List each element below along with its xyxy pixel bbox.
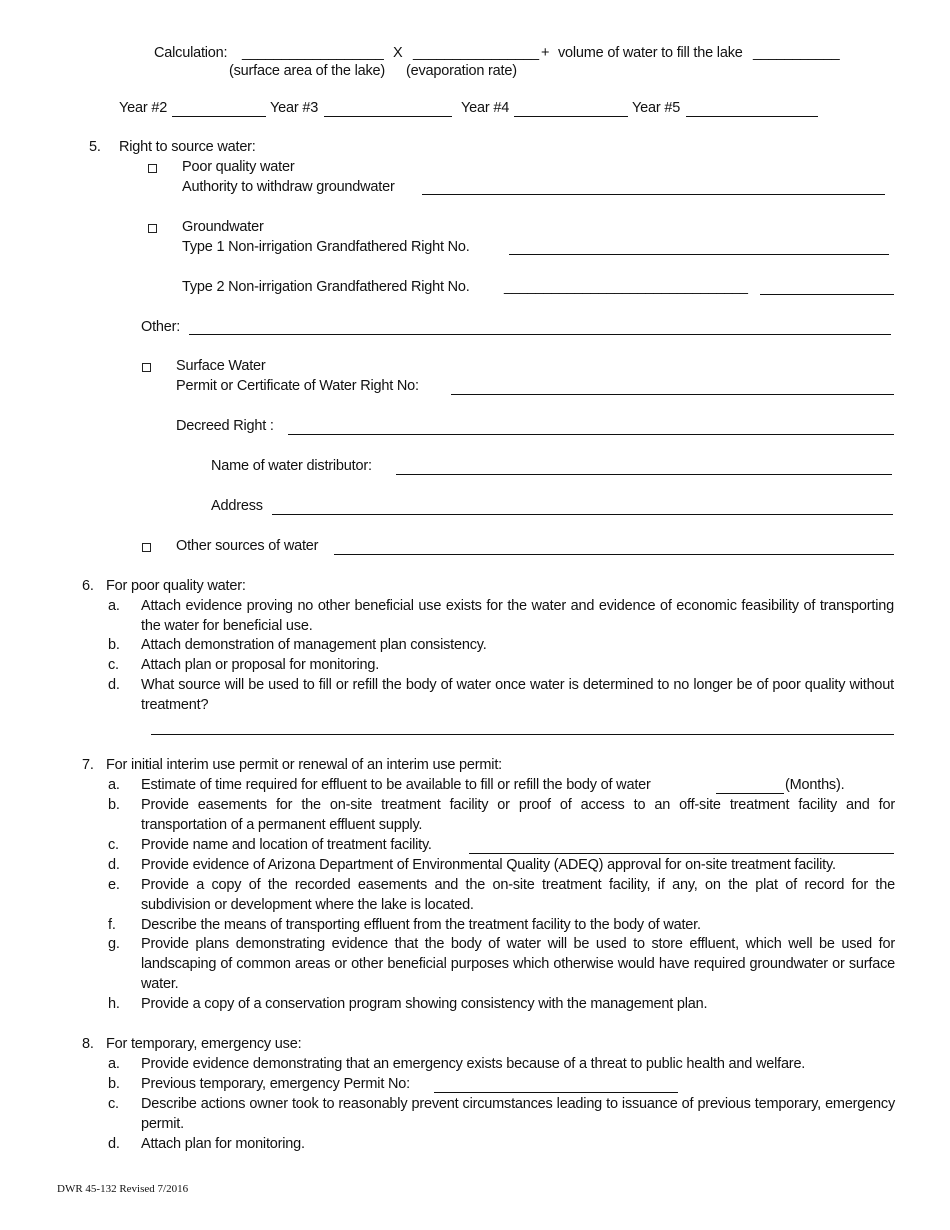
calculation-label: Calculation:	[154, 45, 228, 61]
s7-item-h-text: Provide a copy of a conservation program showing consistency with the management plan.	[141, 996, 708, 1012]
other-sources-label: Other sources of water	[176, 538, 319, 554]
s7-item-b-letter: b.	[108, 797, 120, 813]
volume-label: volume of water to fill the lake	[558, 45, 743, 61]
s7-item-g-text: Provide plans demonstrating evidence that the body of water will be used to store effluent, which well be used for landscaping of common areas or other beneficial purposes which otherwise would have required groundwater or surface water.	[141, 936, 895, 992]
section-7-number: 7.	[82, 757, 94, 773]
s7-item-e-letter: e.	[108, 877, 120, 893]
other-sources-field[interactable]	[334, 554, 894, 555]
section-7-title: For initial interim use permit or renewal of an interim use permit:	[106, 757, 502, 773]
s6-item-d-letter: d.	[108, 677, 120, 693]
calculation-blank-volume[interactable]: ___________	[753, 45, 840, 61]
plus-sign: +	[541, 45, 550, 61]
s7-item-b-text: Provide easements for the on-site treatment facility or proof of access to an off-site treatment facility and for transportation of a permanent effluent supply.	[141, 797, 895, 833]
poor-quality-water-checkbox[interactable]	[148, 164, 157, 173]
s6-item-b-letter: b.	[108, 637, 120, 653]
s7-item-e-text: Provide a copy of the recorded easements and the on-site treatment facility, if any, on the plat of record for the subdivision or development where the lake is located.	[141, 877, 895, 913]
groundwater-label: Groundwater	[182, 219, 264, 235]
s6-source-answer-field[interactable]	[151, 734, 894, 735]
s8-item-d-text: Attach plan for monitoring.	[141, 1136, 305, 1152]
s6-item-c-text: Attach plan or proposal for monitoring.	[141, 657, 380, 673]
surface-water-label: Surface Water	[176, 358, 266, 374]
surface-area-caption: (surface area of the lake)	[229, 63, 385, 79]
s8-item-a-text: Provide evidence demonstrating that an emergency exists because of a threat to public health and welfare.	[141, 1056, 806, 1072]
s7-item-d-text: Provide evidence of Arizona Department of Environmental Quality (ADEQ) approval for on-site treatment facility.	[141, 857, 836, 873]
s6-item-c-letter: c.	[108, 657, 119, 673]
s8-item-a-letter: a.	[108, 1056, 120, 1072]
year-2-label: Year #2	[119, 100, 168, 116]
year-3-field[interactable]	[324, 116, 452, 117]
s7-item-c-letter: c.	[108, 837, 119, 853]
address-field[interactable]	[272, 514, 893, 515]
other-sources-checkbox[interactable]	[142, 543, 151, 552]
decreed-right-label: Decreed Right :	[176, 418, 274, 434]
months-field[interactable]	[716, 793, 784, 794]
s6-item-d-text: What source will be used to fill or refill the body of water once water is determined to no longer be of poor quality without treatment?	[141, 677, 894, 713]
multiply-sign: X	[393, 45, 403, 61]
s8-item-b-letter: b.	[108, 1076, 120, 1092]
permit-field[interactable]	[451, 394, 894, 395]
s6-item-a-text: Attach evidence proving no other beneficial use exists for the water and evidence of economic feasibility of transporting the water for beneficial use.	[141, 598, 894, 634]
type-1-right-label: Type 1 Non-irrigation Grandfathered Right No.	[182, 239, 470, 255]
s7-item-a-text: Estimate of time required for effluent to be available to fill or refill the body of water	[141, 777, 651, 793]
authority-label: Authority to withdraw groundwater	[182, 179, 395, 195]
s7-item-c-text: Provide name and location of treatment facility.	[141, 837, 432, 853]
s8-item-c-letter: c.	[108, 1096, 119, 1112]
permit-label: Permit or Certificate of Water Right No:	[176, 378, 419, 394]
section-5-title: Right to source water:	[119, 139, 256, 155]
s6-item-b-text: Attach demonstration of management plan consistency.	[141, 637, 487, 653]
s8-item-d-letter: d.	[108, 1136, 120, 1152]
s7-item-f-text: Describe the means of transporting effluent from the treatment facility to the body of water.	[141, 917, 701, 933]
year-4-label: Year #4	[461, 100, 510, 116]
calculation-blank-surface-area[interactable]: __________________	[242, 45, 384, 61]
section-6-title: For poor quality water:	[106, 578, 246, 594]
calculation-blank-evaporation[interactable]: ________________	[413, 45, 539, 61]
s6-item-a-letter: a.	[108, 598, 120, 614]
section-6-number: 6.	[82, 578, 94, 594]
s8-item-b-text: Previous temporary, emergency Permit No:	[141, 1076, 410, 1092]
evaporation-rate-caption: (evaporation rate)	[406, 63, 517, 79]
groundwater-checkbox[interactable]	[148, 224, 157, 233]
year-5-field[interactable]	[686, 116, 818, 117]
surface-water-checkbox[interactable]	[142, 363, 151, 372]
s7-item-d-letter: d.	[108, 857, 120, 873]
decreed-right-field[interactable]	[288, 434, 894, 435]
section-8-number: 8.	[82, 1036, 94, 1052]
s7-item-g-letter: g.	[108, 936, 120, 952]
type-1-right-field[interactable]	[509, 254, 889, 255]
s7-item-h-letter: h.	[108, 996, 120, 1012]
address-label: Address	[211, 498, 263, 514]
water-distributor-label: Name of water distributor:	[211, 458, 372, 474]
type-2-right-label: Type 2 Non-irrigation Grandfathered Right No.	[182, 279, 470, 295]
previous-permit-field[interactable]	[434, 1092, 678, 1093]
water-distributor-field[interactable]	[396, 474, 892, 475]
s7-item-a-letter: a.	[108, 777, 120, 793]
s8-item-c-text: Describe actions owner took to reasonably prevent circumstances leading to issuance of previous temporary, emergency permit.	[141, 1096, 895, 1132]
year-2-field[interactable]	[172, 116, 266, 117]
s7-item-f-letter: f.	[108, 917, 116, 933]
section-8-title: For temporary, emergency use:	[106, 1036, 302, 1052]
section-5-number: 5.	[89, 139, 101, 155]
type-2-right-blank-text: _______________________________	[504, 279, 748, 295]
months-label: (Months).	[785, 777, 845, 793]
year-4-field[interactable]	[514, 116, 628, 117]
treatment-facility-field[interactable]	[469, 853, 894, 854]
authority-field[interactable]	[422, 194, 885, 195]
type-2-right-field[interactable]	[760, 294, 894, 295]
form-footer: DWR 45-132 Revised 7/2016	[57, 1183, 189, 1195]
other-label: Other:	[141, 319, 181, 335]
poor-quality-water-label: Poor quality water	[182, 159, 295, 175]
year-5-label: Year #5	[632, 100, 681, 116]
other-field[interactable]	[189, 334, 891, 335]
year-3-label: Year #3	[270, 100, 319, 116]
